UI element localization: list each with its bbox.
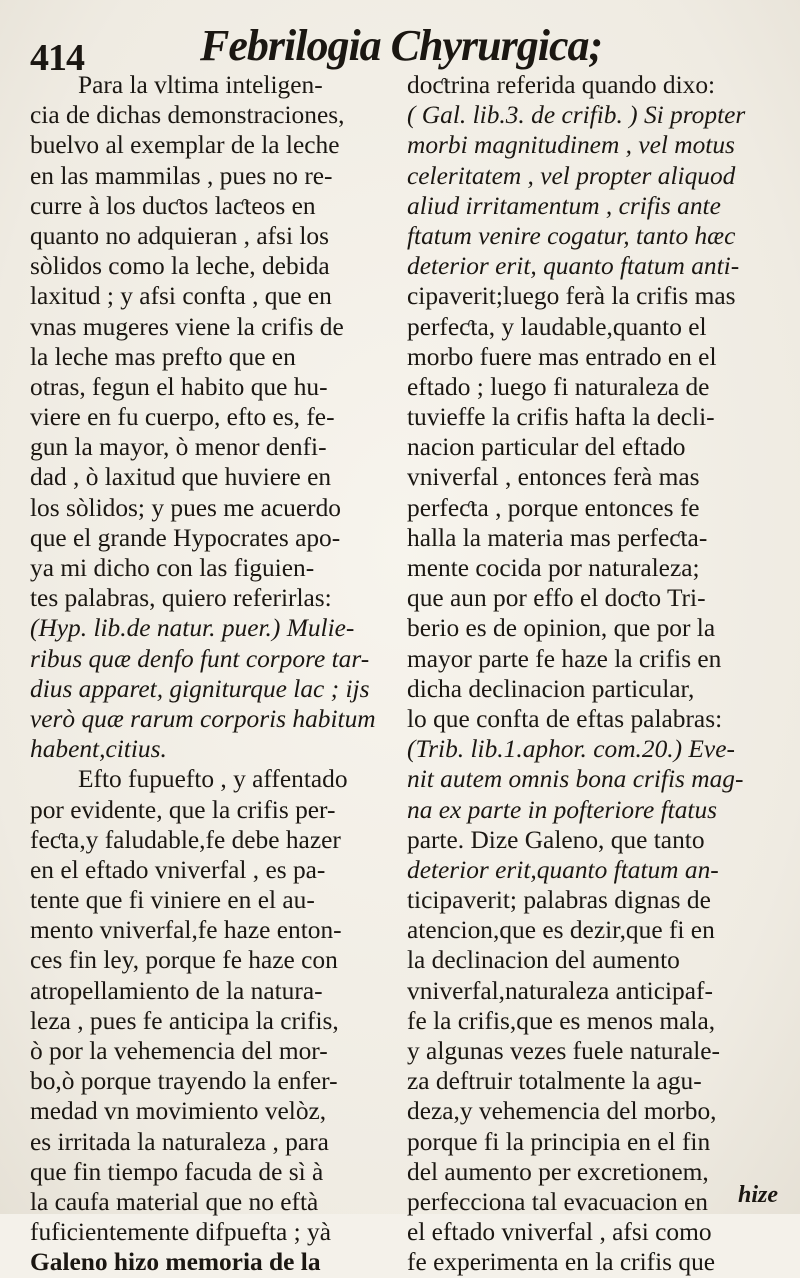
text-line: aliud irritamentum , crifis ante — [407, 191, 721, 220]
text-line: del aumento per excretionem, — [407, 1157, 709, 1186]
text-line: la leche mas prefto que en — [30, 342, 296, 371]
text-line: fuficientemente difpuefta ; yà — [30, 1218, 332, 1247]
text-line: (Trib. lib.1.aphor. com.20.) Eve- — [407, 735, 735, 764]
text-line: dicha declinacion particular, — [407, 674, 695, 703]
text-line: mento vniverfal,fe haze enton- — [30, 916, 342, 945]
text-line: za deftruir totalmente la agu- — [407, 1067, 702, 1096]
text-line: perfeƈta , porque entonces fe — [407, 493, 700, 522]
text-line: lo que confta de eftas palabras: — [407, 704, 723, 733]
text-line: que el grande Hypocrates apo- — [30, 523, 341, 552]
text-line: el eftado vniverfal , afsi como — [407, 1218, 712, 1247]
text-line: perfecciona tal evacuacion en — [407, 1187, 708, 1216]
text-line: morbo fuere mas entrado en el — [407, 342, 717, 371]
text-line: deza,y vehemencia del morbo, — [407, 1097, 717, 1126]
text-line: mente cocida por naturaleza; — [407, 554, 700, 582]
text-line: feƈta,y faludable,fe debe hazer — [30, 825, 341, 854]
text-line: verò quæ rarum corporis habitum — [30, 704, 376, 733]
text-line: Efto fupuefto , y affentado — [78, 765, 348, 794]
text-line: berio es de opinion, que por la — [407, 614, 716, 643]
text-line: doƈtrina referida quando dixo: — [407, 71, 716, 99]
text-line: (Hyp. lib.de natur. puer.) Mulie- — [30, 614, 355, 643]
text-line: que aun por effo el doƈto Tri- — [407, 584, 706, 613]
text-line: ( Gal. lib.3. de crifib. ) Si propter — [407, 101, 746, 130]
text-line: eftado ; luego fi naturaleza de — [407, 372, 710, 401]
text-line: en el eftado vniverfal , es pa- — [30, 855, 326, 884]
text-line: ya mi dicho con las figuien- — [30, 554, 315, 582]
text-line: medad vn movimiento velòz, — [30, 1097, 327, 1126]
text-line: atropellamiento de la natura- — [30, 976, 323, 1005]
text-line: fe experimenta en la crifis que — [407, 1248, 716, 1277]
text-line: perfeƈta, y laudable,quanto el — [407, 312, 707, 341]
text-line: morbi magnitudinem , vel motus — [407, 131, 735, 160]
right-text-column — [407, 70, 780, 1278]
text-line: parte. Dize Galeno, que tanto — [407, 825, 705, 854]
text-line: ftatum venire cogatur, tanto hæc — [407, 221, 736, 250]
text-line: es irritada la naturaleza , para — [30, 1127, 329, 1156]
text-line: Galeno hizo memoria de la — [30, 1248, 321, 1277]
text-line: fe la crifis,que es menos mala, — [407, 1006, 716, 1035]
text-line: vnas mugeres viene la crifis de — [30, 312, 344, 341]
text-line: laxitud ; y afsi confta , que en — [30, 282, 332, 311]
text-line: cipaverit;luego ferà la crifis mas — [407, 282, 736, 311]
catchword: hize — [738, 1182, 779, 1208]
text-line: ticipaverit; palabras dignas de — [407, 886, 711, 915]
text-line: Para la vltima inteligen- — [78, 71, 323, 99]
text-line: bo,ò porque trayendo la enfer- — [30, 1067, 338, 1096]
text-line: la declinacion del aumento — [407, 946, 680, 975]
text-line: halla la materia mas perfeƈta- — [407, 523, 708, 552]
left-text-column — [30, 70, 400, 1278]
text-line: la caufa material que no eftà — [30, 1187, 319, 1216]
text-line: nit autem omnis bona crifis mag- — [407, 765, 744, 794]
text-line: nacion particular del eftado — [407, 433, 686, 462]
text-line: celeritatem , vel propter aliquod — [407, 161, 736, 190]
page-number: 414 — [30, 37, 84, 79]
text-line: ò por la vehemencia del mor- — [30, 1037, 328, 1065]
text-line: los sòlidos; y pues me acuerdo — [30, 493, 341, 522]
text-line: dad , ò laxitud que huviere en — [30, 463, 332, 492]
text-line: na ex parte in pofteriore ftatus — [407, 795, 718, 824]
text-line: mayor parte fe haze la crifis en — [407, 644, 722, 673]
text-line: tente que fi viniere en el au- — [30, 886, 315, 915]
text-line: gun la mayor, ò menor denfi- — [30, 433, 327, 462]
text-line: leza , pues fe anticipa la crifis, — [30, 1006, 339, 1035]
text-line: tes palabras, quiero referirlas: — [30, 584, 332, 613]
text-line: por evidente, que la crifis per- — [30, 795, 336, 824]
text-line: curre à los duƈtos laƈteos en — [30, 191, 316, 220]
text-line: deterior erit, quanto ftatum anti- — [407, 252, 740, 281]
text-line: otras, fegun el habito que hu- — [30, 372, 328, 401]
text-line: y algunas vezes fuele naturale- — [407, 1037, 720, 1065]
text-line: vniverfal,naturaleza anticipaf- — [407, 976, 713, 1005]
text-line: ribus quæ denfo funt corpore tar- — [30, 644, 370, 673]
text-line: en las mammilas , pues no re- — [30, 161, 333, 190]
text-line: atencion,que es dezir,que fi en — [407, 916, 715, 945]
text-line: tuvieffe la crifis hafta la decli- — [407, 403, 715, 432]
text-line: sòlidos como la leche, debida — [30, 252, 330, 281]
text-line: quanto no adquieran , afsi los — [30, 221, 329, 250]
text-line: que fin tiempo facuda de sì à — [30, 1157, 324, 1186]
text-line: deterior erit,quanto ftatum an- — [407, 855, 719, 884]
text-line: cia de dichas demonstraciones, — [30, 101, 345, 130]
text-line: ces fin ley, porque fe haze con — [30, 946, 338, 975]
text-line: viere en fu cuerpo, efto es, fe- — [30, 403, 335, 432]
text-line: habent,citius. — [30, 735, 167, 764]
running-title: Febrilogia Chyrurgica; — [200, 21, 603, 70]
text-line: dius apparet, gigniturque lac ; ijs — [30, 674, 370, 703]
page-header — [0, 14, 800, 79]
text-line: vniverfal , entonces ferà mas — [407, 463, 700, 492]
text-line: porque fi la principia en el fin — [407, 1127, 711, 1156]
text-line: buelvo al exemplar de la leche — [30, 131, 340, 160]
